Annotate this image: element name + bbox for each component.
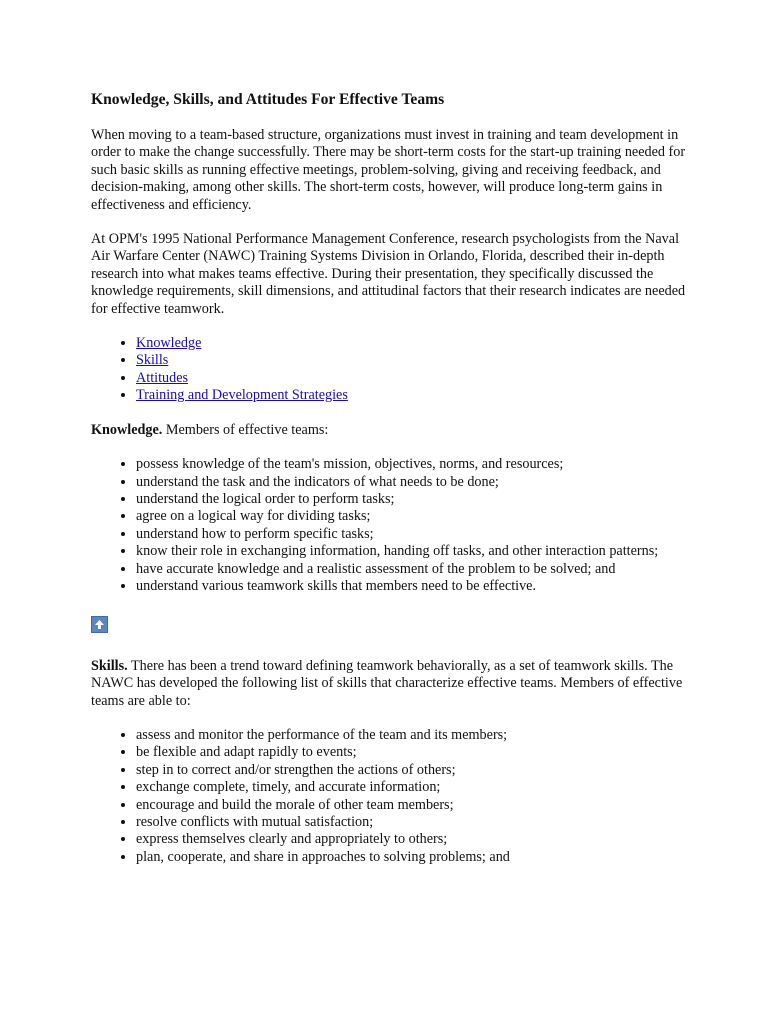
document-body: [91, 90, 691, 883]
toc-link-training[interactable]: Training and Development Strategies: [136, 387, 348, 404]
knowledge-lead: Members of effective teams:: [162, 421, 329, 438]
toc-link-attitudes[interactable]: Attitudes: [136, 369, 189, 386]
list-item: • resolve conflicts with mutual satisfaction;: [136, 814, 691, 831]
up-arrow-icon[interactable]: [91, 616, 108, 633]
toc-link-knowledge[interactable]: Knowledge: [136, 335, 202, 352]
arrow-glyph: [93, 618, 106, 631]
skills-intro: [91, 658, 691, 710]
toc-item-training: [136, 387, 691, 404]
knowledge-list: [91, 456, 691, 595]
list-item: • exchange complete, timely, and accurate information;: [136, 779, 691, 796]
list-item: • possess knowledge of the team's mission, objectives, norms, and resources;: [136, 456, 691, 473]
toc-item-knowledge: [136, 335, 691, 352]
list-item: • encourage and build the morale of other team members;: [136, 797, 691, 814]
toc-link-skills[interactable]: Skills: [136, 352, 169, 369]
skills-list: [91, 727, 691, 866]
knowledge-heading: Knowledge.: [91, 421, 163, 438]
skills-heading: Skills.: [91, 657, 128, 674]
toc-item-attitudes: [136, 370, 691, 387]
list-item: • be flexible and adapt rapidly to events;: [136, 744, 691, 761]
list-item: • assess and monitor the performance of the team and its members;: [136, 727, 691, 744]
list-item: • understand the logical order to perform tasks;: [136, 491, 691, 508]
list-item: • understand how to perform specific tasks;: [136, 526, 691, 543]
page-title: Knowledge, Skills, and Attitudes For Effective Teams: [91, 91, 445, 108]
intro-paragraph-1: When moving to a team-based structure, organizations must invest in training and team development in order to make the change successfully. There may be short-term costs for the start-up training needed for such basic skills as running effective meetings, problem-solving, giving and receiving feedback, and decision-making, among other skills. The short-term costs, however, will produce long-term gains in effectiveness and efficiency.: [91, 127, 686, 213]
knowledge-intro: [91, 422, 691, 439]
intro-paragraph-2: At OPM's 1995 National Performance Management Conference, research psychologists from the Naval Air Warfare Center (NAWC) Training Systems Division in Orlando, Florida, described their in-depth research into what makes teams effective. During their presentation, they specifically discussed the knowledge requirements, skill dimensions, and attitudinal factors that their research indicates are needed for effective teamwork.: [91, 231, 686, 317]
list-item: • plan, cooperate, and share in approaches to solving problems; and: [136, 849, 691, 866]
table-of-contents: [91, 335, 691, 405]
toc-item-skills: [136, 352, 691, 369]
list-item: • express themselves clearly and appropriately to others;: [136, 831, 691, 848]
list-item: • have accurate knowledge and a realistic assessment of the problem to be solved; and: [136, 561, 691, 578]
list-item: • understand various teamwork skills that members need to be effective.: [136, 578, 691, 595]
list-item: • understand the task and the indicators of what needs to be done;: [136, 474, 691, 491]
skills-lead: There has been a trend toward defining teamwork behaviorally, as a set of teamwork skills. The NAWC has developed the following list of skills that characterize effective teams. Members of effective teams are able to:: [91, 657, 683, 709]
list-item: • know their role in exchanging information, handing off tasks, and other interaction patterns;: [136, 543, 691, 560]
list-item: • step in to correct and/or strengthen the actions of others;: [136, 762, 691, 779]
list-item: • agree on a logical way for dividing tasks;: [136, 508, 691, 525]
